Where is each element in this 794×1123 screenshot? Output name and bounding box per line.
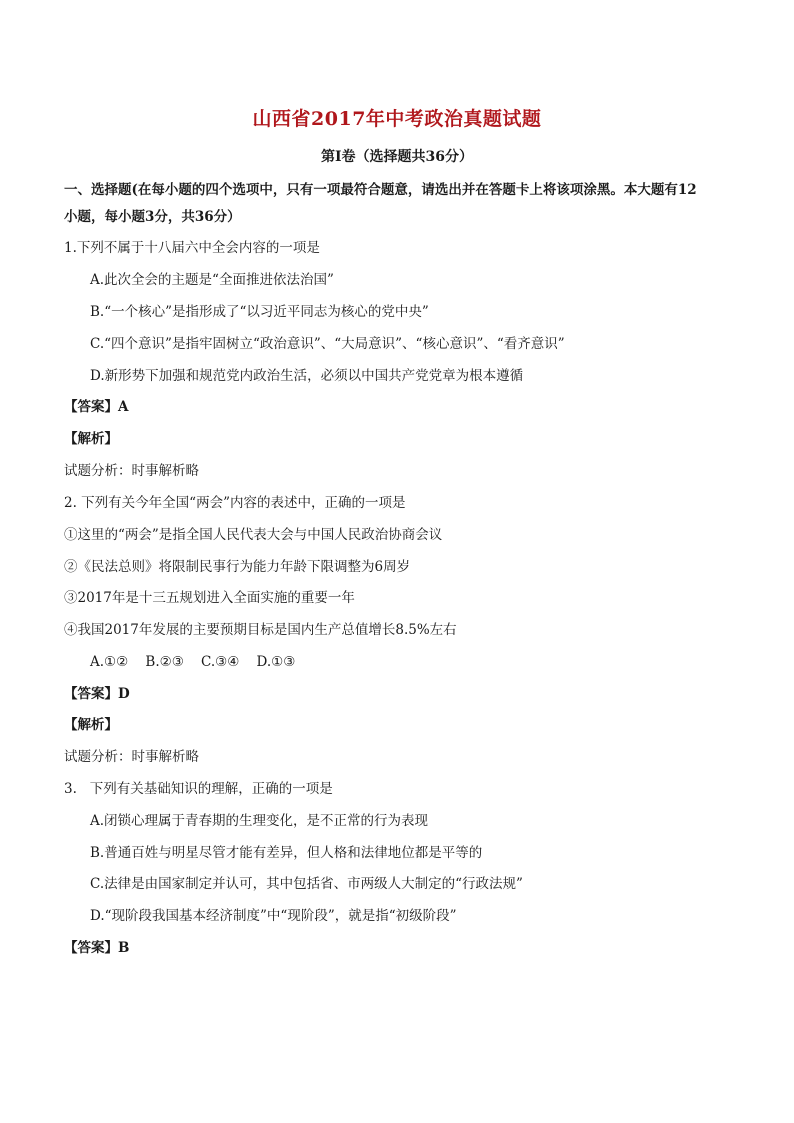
question-1-option-b: B.“一个核心”是指形成了“以习近平同志为核心的党中央” (90, 304, 429, 320)
question-1-option-d: D.新形势下加强和规范党内政治生活，必须以中国共产党党章为根本遵循 (90, 368, 524, 384)
section-heading-cont: 小题，每小题3分，共36分） (64, 209, 241, 225)
question-2-statement-2: ②《民法总则》将限制民事行为能力年龄下限调整为6周岁 (64, 559, 411, 575)
question-1-option-a: A.此次全会的主题是“全面推进依法治国” (90, 272, 334, 288)
question-1-analysis: 试题分析：时事解析略 (64, 463, 199, 479)
question-2-statement-1: ①这里的“两会”是指全国人民代表大会与中国人民政治协商会议 (64, 527, 443, 543)
page-title: 山西省2017年中考政治真题试题 (252, 108, 542, 130)
question-1-analysis-label: 【解析】 (64, 431, 118, 447)
question-2-answer: 【答案】D (64, 686, 130, 702)
question-3-option-c: C.法律是由国家制定并认可，其中包括省、市两级人大制定的“行政法规” (90, 876, 523, 892)
question-1-option-c: C.“四个意识”是指牢固树立“政治意识”、“大局意识”、“核心意识”、“看齐意识” (90, 336, 565, 352)
question-2-options: A.①② B.②③ C.③④ D.①③ (90, 654, 296, 670)
question-3-answer: 【答案】B (64, 940, 130, 956)
part-subtitle: 第Ⅰ卷（选择题共36分） (320, 149, 474, 165)
question-3-stem: 3. 下列有关基础知识的理解，正确的一项是 (64, 781, 333, 797)
question-3-option-d: D.“现阶段我国基本经济制度”中“现阶段”，就是指“初级阶段” (90, 908, 457, 924)
question-3-option-b: B.普通百姓与明星尽管才能有差异，但人格和法律地位都是平等的 (90, 845, 483, 861)
section-heading: 一、选择题(在每小题的四个选项中，只有一项最符合题意，请选出并在答题卡上将该项涂黑。本大题有12 (64, 182, 697, 198)
question-2-stem: 2. 下列有关今年全国“两会”内容的表述中，正确的一项是 (64, 495, 406, 511)
question-1-answer: 【答案】A (64, 399, 129, 415)
question-2-analysis: 试题分析：时事解析略 (64, 749, 199, 765)
question-2-statement-3: ③2017年是十三五规划进入全面实施的重要一年 (64, 590, 355, 606)
question-2-analysis-label: 【解析】 (64, 717, 118, 733)
question-1-stem: 1.下列不属于十八届六中全会内容的一项是 (64, 240, 320, 256)
question-2-statement-4: ④我国2017年发展的主要预期目标是国内生产总值增长8.5%左右 (64, 622, 457, 638)
question-3-option-a: A.闭锁心理属于青春期的生理变化，是不正常的行为表现 (90, 813, 429, 829)
